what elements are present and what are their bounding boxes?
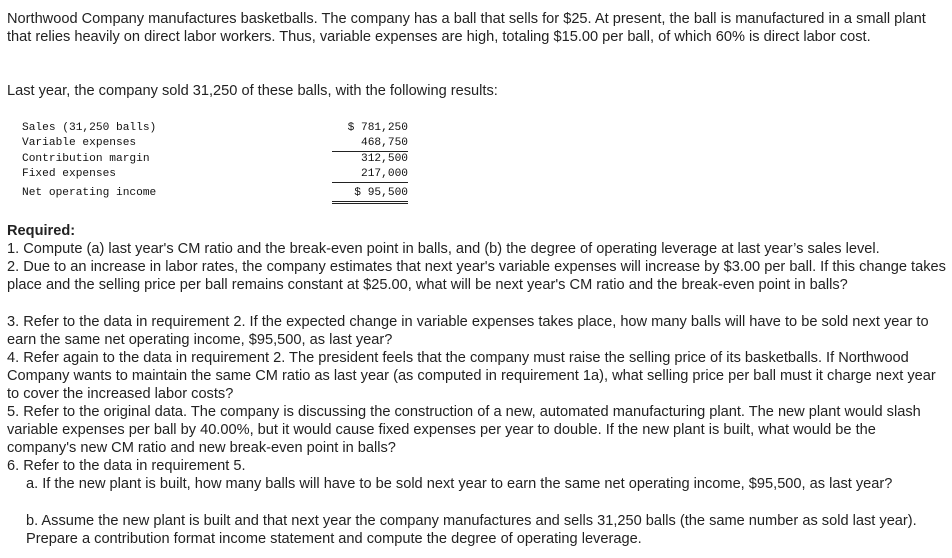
requirement-6b: b. Assume the new plant is built and that next year the company manufactures and sells 31,250 balls (the same number as sold last year). Prepare a contribution format income statement and compute the degree of operating leverage. — [26, 513, 917, 547]
income-statement-row-variable-expenses — [22, 135, 408, 151]
statement-label: Variable expenses — [22, 137, 137, 149]
requirement-6a: a. If the new plant is built, how many balls will have to be sold next year to earn the same net operating income, $95,500, as last year? — [26, 476, 893, 492]
statement-label: Sales (31,250 balls) — [22, 122, 157, 134]
requirement-1: 1. Compute (a) last year's CM ratio and the break-even point in balls, and (b) the degree of operating leverage at last year’s sales level. — [7, 241, 880, 257]
intro-paragraph: Northwood Company manufactures basketballs. The company has a ball that sells for $25. At present, the ball is manufactured in a small plant that relies heavily on direct labor workers. Thus, variable expenses are high, totaling $15.00 per ball, of which 60% is direct labor cost. — [7, 11, 926, 45]
statement-amount: 468,750 — [332, 135, 408, 152]
statement-label: Contribution margin — [22, 153, 150, 165]
statement-amount: 217,000 — [332, 166, 408, 183]
last-year-paragraph: Last year, the company sold 31,250 of these balls, with the following results: — [7, 83, 498, 99]
requirement-5: 5. Refer to the original data. The company is discussing the construction of a new, automated manufacturing plant. The new plant would slash variable expenses per ball by 40.00%, but it would cause fixed expenses per year to double. If the new plant is built, what would be the company's new CM ratio and new break-even point in balls? — [7, 404, 921, 456]
requirement-3: 3. Refer to the data in requirement 2. If the expected change in variable expenses takes place, how many balls will have to be sold next year to earn the same net operating income, $95,500, as last year? — [7, 314, 929, 348]
requirement-2: 2. Due to an increase in labor rates, the company estimates that next year's variable expenses will increase by $3.00 per ball. If this change takes place and the selling price per ball remains constant at $25.00, what will be next year's CM ratio and the break-even point in balls? — [7, 259, 946, 293]
statement-label: Net operating income — [22, 187, 157, 199]
income-statement-row-net-operating-income — [22, 185, 408, 201]
statement-label: Fixed expenses — [22, 168, 116, 180]
income-statement-row-contribution-margin — [22, 151, 408, 167]
income-statement-row-fixed-expenses — [22, 166, 408, 182]
requirement-4: 4. Refer again to the data in requirement 2. The president feels that the company must raise the selling price of its basketballs. If Northwood Company wants to maintain the same CM ratio as last year (as computed in requirement 1a), what selling price per ball must it charge next year to cover the increased labor costs? — [7, 350, 936, 402]
statement-amount: $ 781,250 — [347, 122, 408, 134]
required-heading: Required: — [7, 223, 76, 239]
income-statement-row-sales — [22, 120, 408, 136]
statement-amount: 312,500 — [361, 153, 408, 165]
statement-amount: $ 95,500 — [332, 185, 408, 204]
requirement-6: 6. Refer to the data in requirement 5. — [7, 458, 246, 474]
